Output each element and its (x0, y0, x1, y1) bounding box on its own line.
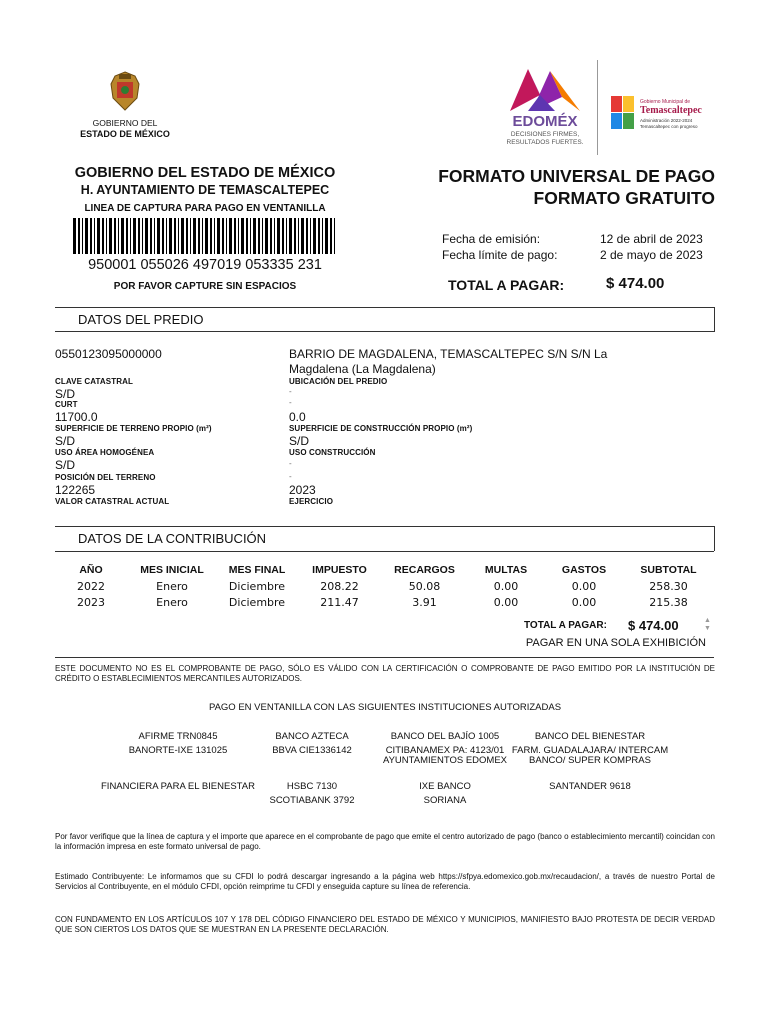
sup-constr-label: SUPERFICIE DE CONSTRUCCIÓN PROPIO (m²) (289, 424, 473, 433)
contrib-right-border (714, 526, 715, 551)
barcode-bar (106, 218, 107, 254)
temascaltepec-mark-icon (610, 95, 636, 131)
gob-logo-line2: ESTADO DE MÉXICO (80, 129, 170, 139)
inst-financiera: FINANCIERA PARA EL BIENESTAR (101, 781, 255, 792)
divider-1 (55, 307, 714, 308)
curt-right-dash: - (289, 387, 292, 396)
cell-impuesto: 208.22 (320, 579, 359, 593)
edomex-slogan-1: DECISIONES FIRMES, (510, 131, 580, 138)
inst-citibanamex: CITIBANAMEX PA: 4123/01 AYUNTAMIENTOS EDOMEX (382, 745, 508, 766)
barcode-bar (186, 218, 188, 254)
predio-section-title: DATOS DEL PREDIO (78, 312, 204, 327)
barcode-number: 950001 055026 497019 053335 231 (88, 257, 322, 273)
barcode-bar (178, 218, 179, 254)
barcode-bar (205, 218, 208, 254)
barcode-bar (118, 218, 119, 254)
emision-value: 12 de abril de 2023 (600, 232, 703, 246)
barcode-bar (313, 218, 316, 254)
col-anio: AÑO (79, 564, 103, 576)
emision-label: Fecha de emisión: (442, 232, 541, 246)
barcode (73, 218, 338, 254)
barcode-bar (282, 218, 284, 254)
inst-scotiabank: SCOTIABANK 3792 (269, 795, 355, 806)
contrib-table (55, 562, 714, 610)
barcode-bar (274, 218, 275, 254)
barcode-bar (198, 218, 200, 254)
curt-value: S/D (55, 387, 76, 401)
barcode-bar (190, 218, 191, 254)
col-mes-final: MES FINAL (228, 564, 286, 576)
pos-label: POSICIÓN DEL TERRENO (55, 473, 156, 482)
sup-terreno-value: 11700.0 (55, 410, 98, 424)
curt-label: CURT (55, 400, 78, 409)
verifique-note: Por favor verifique que la línea de captura y el importe que aparece en el comprobante de pago que emite el centro autorizado de pago (banco o establecimiento mercantil) coincidan con la información impresa en este formato universal de pago. (55, 832, 715, 851)
inst-bienestar: BANCO DEL BIENESTAR (534, 731, 646, 742)
barcode-bar (277, 218, 280, 254)
divider-5 (55, 657, 714, 658)
cell-anio: 2023 (77, 595, 105, 609)
cell-recargos: 3.91 (412, 595, 437, 609)
cell-recargos: 50.08 (408, 579, 441, 593)
barcode-bar (94, 218, 95, 254)
limite-label: Fecha límite de pago: (442, 248, 558, 262)
barcode-bar (222, 218, 224, 254)
barcode-bar (310, 218, 311, 254)
edomex-mark-icon (510, 65, 580, 113)
ubicacion-value: BARRIO DE MAGDALENA, TEMASCALTEPEC S/N S/N La Magdalena (La Magdalena) (289, 347, 608, 376)
pos-right-dash-2: - (289, 472, 292, 481)
barcode-bar (126, 218, 128, 254)
col-impuesto: IMPUESTO (312, 564, 367, 576)
barcode-bar (154, 218, 155, 254)
barcode-bar (238, 218, 239, 254)
inst-banorte: BANORTE-IXE 131025 (128, 745, 228, 756)
barcode-bar (298, 218, 299, 254)
col-gastos: GASTOS (561, 564, 607, 576)
barcode-bar (301, 218, 304, 254)
clave-label: CLAVE CATASTRAL (55, 377, 133, 386)
linea-captura-title: LINEA DE CAPTURA PARA PAGO EN VENTANILLA (84, 203, 326, 214)
ayto-title: H. AYUNTAMIENTO DE TEMASCALTEPEC (80, 183, 330, 197)
table-row (55, 594, 714, 610)
temascaltepec-logo (610, 95, 720, 135)
barcode-bar (253, 218, 256, 254)
cell-multas: 0.00 (493, 595, 519, 609)
barcode-bar (250, 218, 251, 254)
barcode-bar (97, 218, 100, 254)
barcode-bar (142, 218, 143, 254)
header-total-value: $ 474.00 (606, 275, 665, 292)
gob-logo-line1: GOBIERNO DEL (92, 118, 158, 128)
barcode-bar (258, 218, 260, 254)
barcode-bar (181, 218, 184, 254)
barcode-bar (102, 218, 104, 254)
contrib-total-value: $ 474.00 (628, 618, 679, 633)
inst-afirme: AFIRME TRN0845 (138, 731, 218, 742)
col-recargos: RECARGOS (394, 564, 455, 576)
barcode-bar (121, 218, 124, 254)
inst-soriana: SORIANA (423, 795, 467, 806)
barcode-bar (82, 218, 83, 254)
valor-value: 122265 (55, 483, 96, 497)
barcode-bar (318, 218, 320, 254)
barcode-bar (265, 218, 268, 254)
clave-value: 0550123095000000 (55, 347, 162, 361)
divider-4 (55, 551, 714, 552)
tema-sub2: Temascaltepec con progreso (640, 124, 698, 129)
limite-value: 2 de mayo de 2023 (600, 248, 703, 262)
uso-constr-value: S/D (289, 434, 310, 448)
gobierno-logo (80, 70, 170, 145)
barcode-bar (294, 218, 296, 254)
edomex-slogan-2: RESULTADOS FUERTES. (506, 139, 584, 146)
cell-mes-final: Diciembre (228, 579, 286, 593)
cell-mes-final: Diciembre (228, 595, 286, 609)
cell-subtotal: 215.38 (649, 595, 688, 609)
col-mes-inicial: MES INICIAL (140, 564, 204, 576)
inst-bbva: BBVA CIE1336142 (272, 745, 352, 756)
barcode-bar (162, 218, 164, 254)
barcode-bar (214, 218, 215, 254)
contrib-header-row (55, 562, 714, 578)
barcode-bar (286, 218, 287, 254)
ubicacion-label: UBICACIÓN DEL PREDIO (289, 377, 388, 386)
area-label: USO ÁREA HOMOGÉNEA (55, 448, 155, 457)
tema-name: Temascaltepec (640, 105, 702, 116)
barcode-bar (150, 218, 152, 254)
inst-farm: FARM. GUADALAJARA/ INTERCAM BANCO/ SUPER KOMPRAS (511, 745, 669, 766)
divider-3 (55, 526, 714, 527)
main-subtitle: FORMATO GRATUITO (533, 188, 715, 208)
barcode-bar (114, 218, 116, 254)
header-total-label: TOTAL A PAGAR: (448, 277, 565, 293)
col-subtotal: SUBTOTAL (640, 564, 697, 576)
cell-gastos: 0.00 (571, 579, 597, 593)
inst-santander: SANTANDER 9618 (549, 781, 631, 792)
barcode-bar (229, 218, 232, 254)
curt-right-dash-2: - (289, 398, 292, 407)
barcode-bar (133, 218, 136, 254)
barcode-bar (270, 218, 272, 254)
barcode-bar (210, 218, 212, 254)
barcode-bar (109, 218, 112, 254)
logo-divider (597, 60, 598, 155)
barcode-bar (289, 218, 292, 254)
barcode-bar (262, 218, 263, 254)
inst-bajio: BANCO DEL BAJÍO 1005 (390, 731, 500, 742)
barcode-bar (226, 218, 227, 254)
sup-constr-value: 0.0 (289, 410, 306, 424)
barcode-bar (85, 218, 88, 254)
main-title: FORMATO UNIVERSAL DE PAGO (438, 166, 715, 186)
barcode-bar (246, 218, 248, 254)
barcode-bar (202, 218, 203, 254)
col-multas: MULTAS (484, 564, 528, 576)
barcode-bar (193, 218, 196, 254)
barcode-bar (169, 218, 172, 254)
inst-ixe: IXE BANCO (419, 781, 471, 792)
cell-gastos: 0.00 (571, 595, 597, 609)
barcode-bar (73, 218, 76, 254)
instituciones-title: PAGO EN VENTANILLA CON LAS SIGUIENTES INSTITUCIONES AUTORIZADAS (208, 702, 562, 713)
coat-of-arms-icon (105, 70, 145, 114)
tema-small-text: Gobierno Municipal de (640, 99, 691, 105)
cfdi-note: Estimado Contribuyente: Le informamos que su CFDI lo podrá descargar ingresando a la página web https://sfpya.edomexico.gob.mx/recaudacion/, a través de nuestro Portal de Servicios al Contribuyente, en el módulo CFDI, opción reimprime tu CFDI y enseguida capture su línea de referencia. (55, 872, 715, 891)
fundamento-note: CON FUNDAMENTO EN LOS ARTÍCULOS 107 Y 178 DEL CÓDIGO FINANCIERO DEL ESTADO DE MÉXICO Y MUNICIPIOS, MANIFIESTO BAJO PROTESTA DE DECIR VERDAD QUE SON CIERTOS LOS DATOS QUE SE MUESTRAN EN LA PRESENTE DECLARACIÓN. (55, 915, 715, 934)
pos-right-dash: - (289, 459, 292, 468)
cell-mes-inicial: Enero (156, 595, 188, 609)
spinner-icon: ▲ ▼ (704, 617, 711, 632)
barcode-bar (130, 218, 131, 254)
barcode-bar (166, 218, 167, 254)
cell-impuesto: 211.47 (320, 595, 359, 609)
cell-anio: 2022 (77, 579, 105, 593)
cell-mes-inicial: Enero (156, 579, 188, 593)
ejercicio-value: 2023 (289, 483, 316, 497)
barcode-bar (241, 218, 244, 254)
barcode-bar (157, 218, 160, 254)
divider-2 (55, 331, 714, 332)
predio-right-border (714, 307, 715, 332)
barcode-bar (174, 218, 176, 254)
barcode-bar (325, 218, 328, 254)
cell-multas: 0.00 (493, 579, 519, 593)
edomex-logo (495, 65, 605, 155)
barcode-bar (330, 218, 332, 254)
barcode-bar (78, 218, 80, 254)
area-value: S/D (55, 434, 76, 448)
sola-exhibicion: PAGAR EN UNA SOLA EXHIBICIÓN (525, 637, 706, 649)
contrib-section-title: DATOS DE LA CONTRIBUCIÓN (78, 531, 267, 546)
edomex-text: EDOMÉX (512, 113, 578, 130)
tema-sub: Administración 2022-2024 (640, 118, 693, 123)
uso-constr-label: USO CONSTRUCCIÓN (289, 448, 376, 457)
barcode-bar (145, 218, 148, 254)
sup-terreno-label: SUPERFICIE DE TERRENO PROPIO (m²) (55, 424, 212, 433)
inst-hsbc: HSBC 7130 (286, 781, 338, 792)
barcode-bar (334, 218, 335, 254)
pos-value: S/D (55, 458, 76, 472)
barcode-bar (306, 218, 308, 254)
contrib-total-label: TOTAL A PAGAR: (524, 620, 607, 631)
barcode-bar (217, 218, 220, 254)
barcode-bar (234, 218, 236, 254)
ejercicio-label: EJERCICIO (289, 497, 334, 506)
barcode-bar (90, 218, 92, 254)
no-spaces-note: POR FAVOR CAPTURE SIN ESPACIOS (113, 281, 297, 292)
gov-title: GOBIERNO DEL ESTADO DE MÉXICO (74, 165, 336, 181)
table-row (55, 578, 714, 594)
barcode-bar (322, 218, 323, 254)
valor-label: VALOR CATASTRAL ACTUAL (55, 497, 170, 506)
disclaimer: ESTE DOCUMENTO NO ES EL COMPROBANTE DE PAGO, SÓLO ES VÁLIDO CON LA CERTIFICACIÓN O COMPROBANTE DE PAGO EMITIDO POR LA INSTITUCIÓN DE CRÉDITO O ESTABLECIMIENTOS MERCANTILES AUTORIZADOS. (55, 664, 715, 683)
barcode-bar (138, 218, 140, 254)
inst-azteca: BANCO AZTECA (275, 731, 349, 742)
cell-subtotal: 258.30 (649, 579, 688, 593)
